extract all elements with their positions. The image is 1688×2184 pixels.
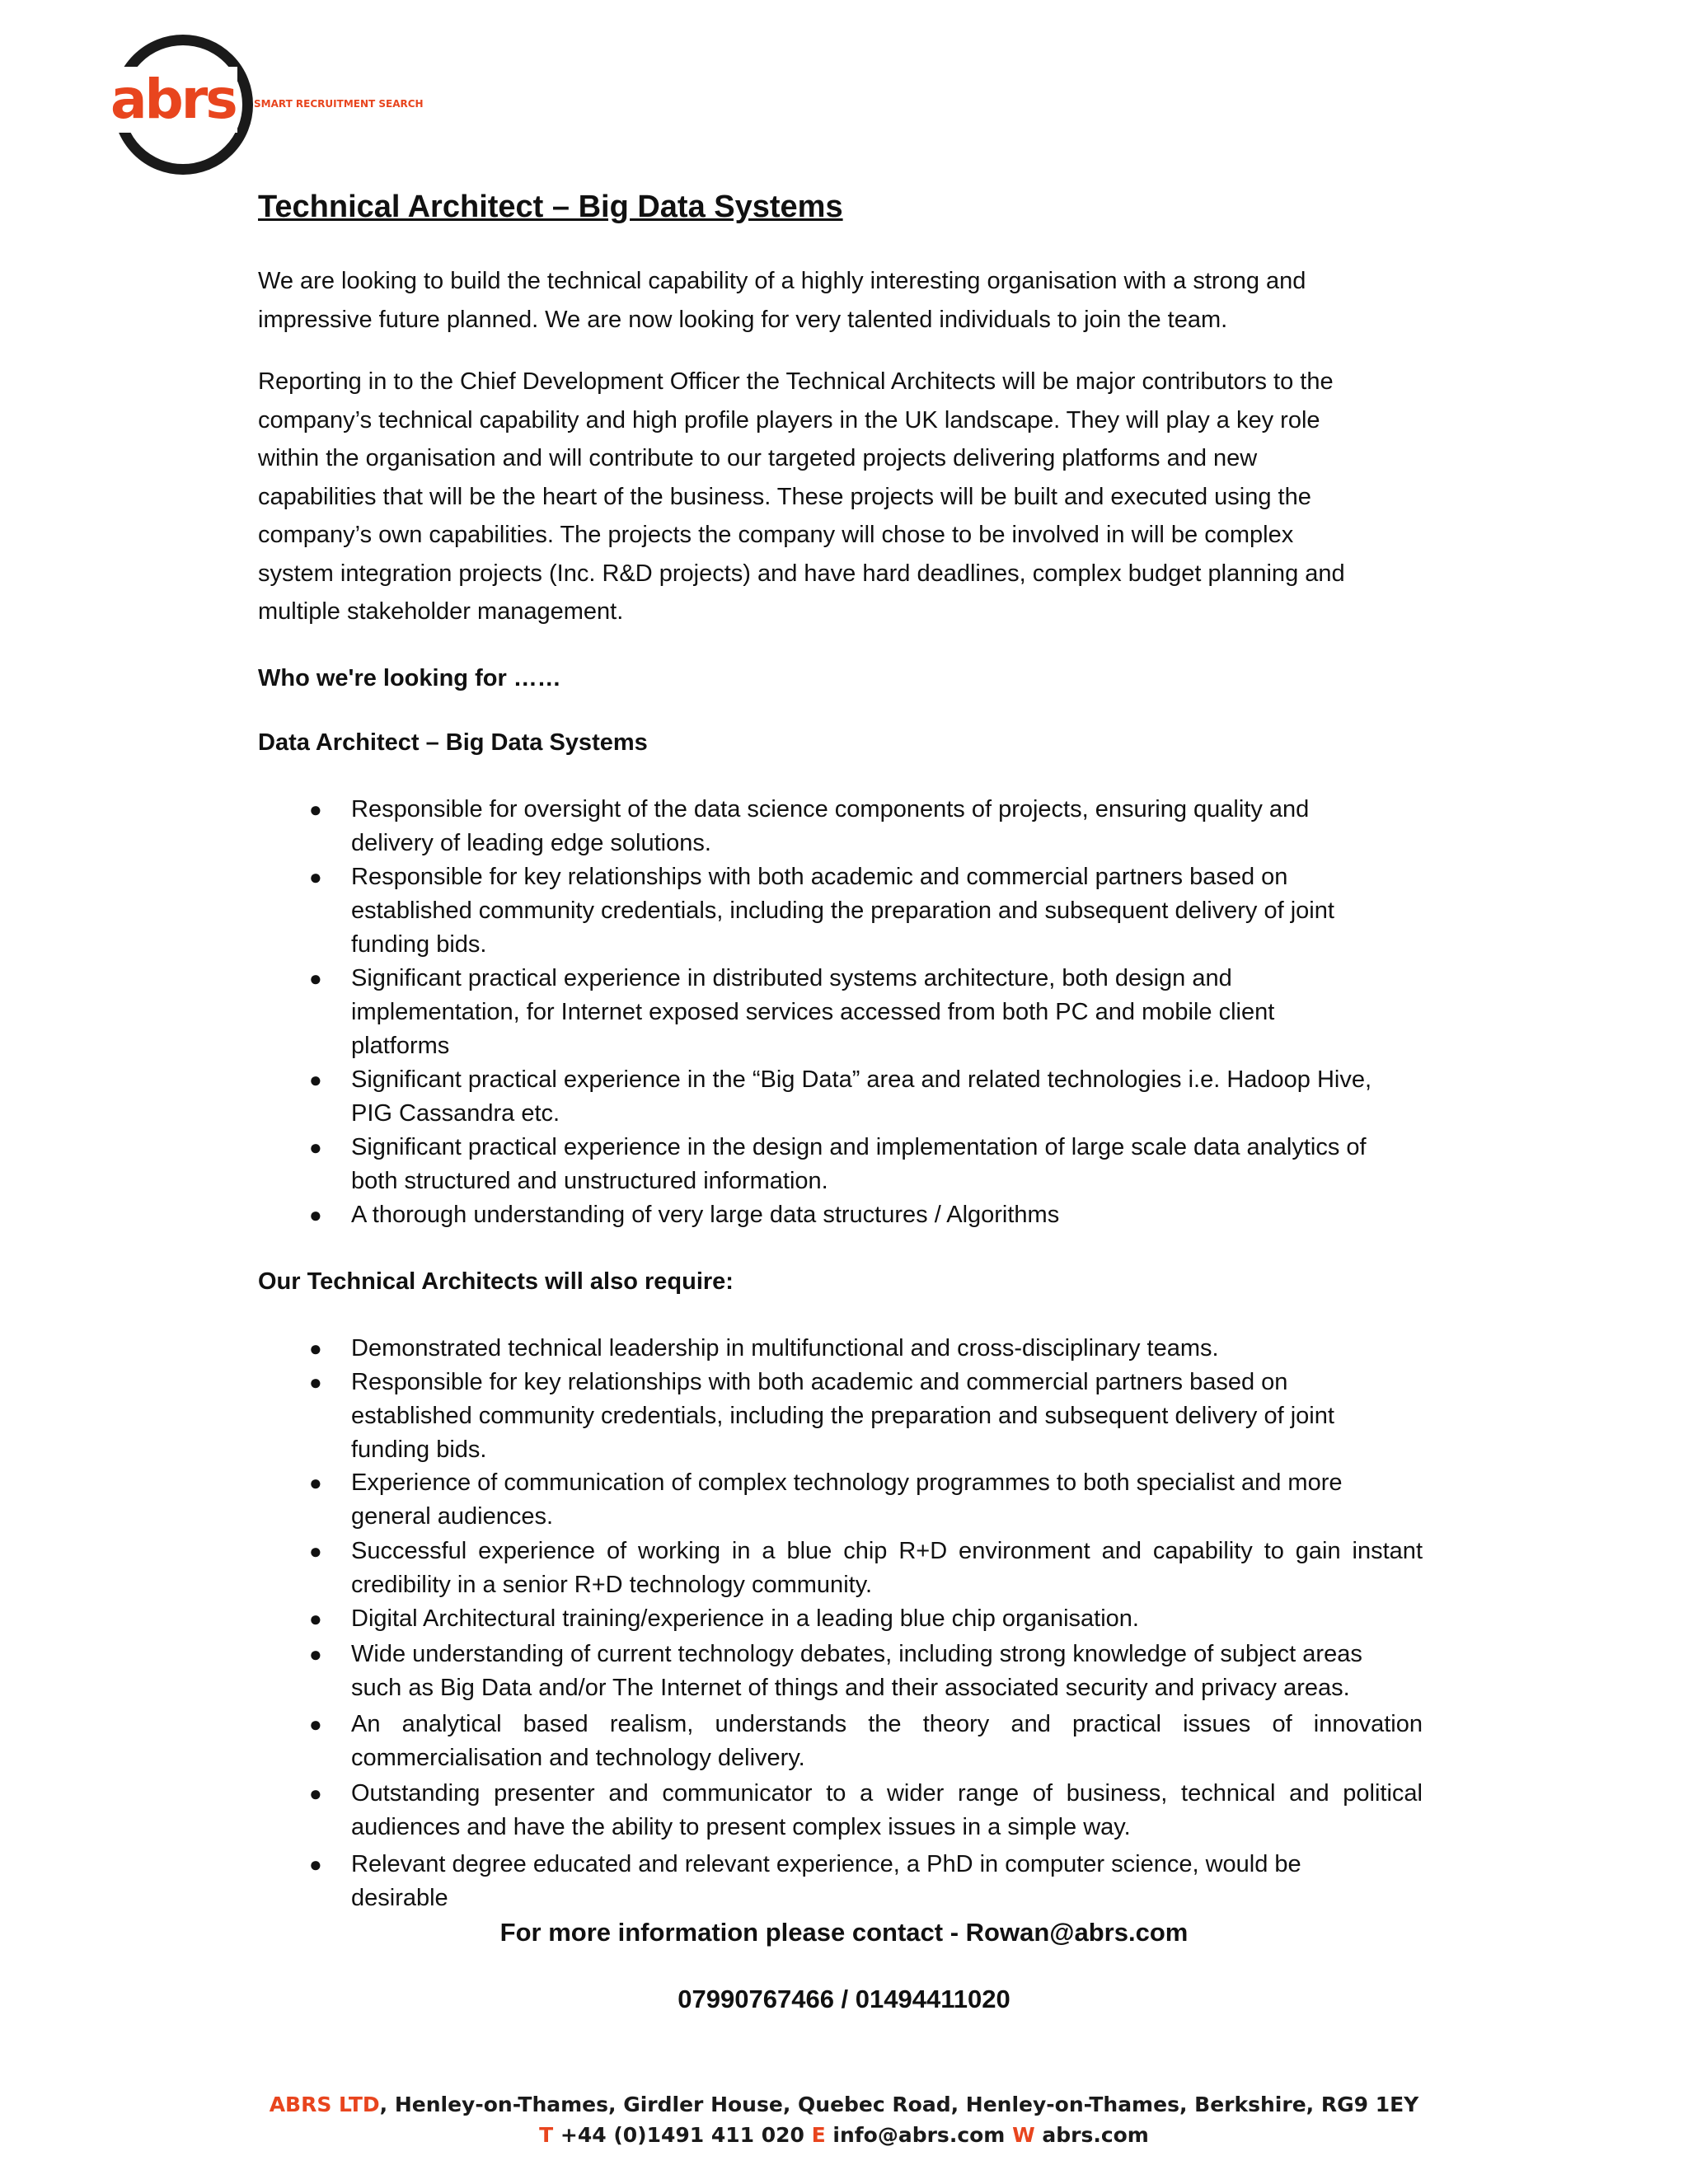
reporting-line: within the organisation and will contribute to our targeted projects delivering platforms and new [258, 445, 1258, 471]
list-item [258, 962, 1428, 1063]
bullet-icon: ● [309, 1539, 322, 1563]
bullet-icon: ● [309, 797, 322, 822]
list-item-line: delivery of leading edge solutions. [351, 830, 711, 856]
list-item [258, 1466, 1428, 1534]
footer-address [0, 2090, 1688, 2120]
logo-wordmark: abrs [110, 68, 236, 131]
reporting-line: Reporting in to the Chief Development Officer the Technical Architects will be major contributors to the [258, 368, 1334, 395]
list-item [258, 1708, 1428, 1775]
bullet-icon: ● [309, 1606, 322, 1631]
contact-line: For more information please contact - Rowan@abrs.com [499, 1918, 1189, 1947]
list-item-line: audiences and have the ability to present complex issues in a simple way. [351, 1814, 1131, 1840]
reporting-line: system integration projects (Inc. R&D projects) and have hard deadlines, complex budget planning and [258, 560, 1345, 587]
list-item-line: commercialisation and technology delivery. [351, 1745, 805, 1771]
list-item [258, 1777, 1428, 1844]
footer-company: ABRS LTD [269, 2093, 380, 2116]
footer-contacts [0, 2121, 1688, 2150]
list-item-line: platforms [351, 1033, 450, 1059]
list-item-line: Responsible for key relationships with both academic and commercial partners based on [351, 864, 1288, 890]
reporting-line: multiple stakeholder management. [258, 598, 624, 625]
list-item-line: PIG Cassandra etc. [351, 1100, 560, 1127]
list-item-line: Experience of communication of complex technology programmes to both specialist and more [351, 1469, 1343, 1496]
list-item [258, 1535, 1428, 1602]
bullet-icon: ● [309, 1067, 322, 1092]
list-item [258, 1366, 1428, 1467]
bullet-icon: ● [309, 1135, 322, 1160]
list-item-line: Significant practical experience in the design and implementation of large scale data analytics of [351, 1134, 1367, 1160]
list-item [258, 1638, 1428, 1705]
bullet-icon: ● [309, 1202, 322, 1227]
list-item-line: implementation, for Internet exposed services accessed from both PC and mobile client [351, 999, 1275, 1025]
list-item [258, 1063, 1428, 1131]
bullet-icon: ● [309, 1852, 322, 1877]
intro-line: We are looking to build the technical capability of a highly interesting organisation with a strong and [258, 268, 1306, 294]
list-item-line: Wide understanding of current technology debates, including strong knowledge of subject areas [351, 1641, 1362, 1667]
footer-web: abrs.com [1034, 2123, 1149, 2147]
list-item [258, 1602, 1428, 1636]
role-heading: Data Architect – Big Data Systems [258, 729, 648, 756]
footer-phone: +44 (0)1491 411 020 [553, 2123, 812, 2147]
intro-paragraph [258, 262, 1428, 339]
list-item-line: funding bids. [351, 931, 487, 958]
page-title: Technical Architect – Big Data Systems [258, 190, 843, 224]
list-item-line: Responsible for key relationships with both academic and commercial partners based on [351, 1369, 1288, 1395]
bullet-icon: ● [309, 1712, 322, 1736]
who-heading: Who we're looking for …… [258, 665, 561, 691]
bullet-icon: ● [309, 1781, 322, 1806]
list-item-line: established community credentials, including the preparation and subsequent delivery of joint [351, 898, 1334, 924]
list-item-line: An analytical based realism, understands the theory and practical issues of innovation [351, 1711, 1423, 1737]
list-item-line: desirable [351, 1885, 448, 1911]
footer-phone-label: T [539, 2123, 554, 2147]
footer-address-text: , Henley-on-Thames, Girdler House, Quebec Road, Henley-on-Thames, Berkshire, RG9 1EY [379, 2093, 1419, 2116]
footer-email-label: E [811, 2123, 826, 2147]
list-item-line: Responsible for oversight of the data science components of projects, ensuring quality and [351, 796, 1310, 823]
bullet-icon: ● [309, 1336, 322, 1361]
list-item [258, 1198, 1428, 1232]
reporting-line: capabilities that will be the heart of the business. These projects will be built and executed using the [258, 483, 1311, 510]
reporting-line: company’s technical capability and high profile players in the UK landscape. They will play a key role [258, 406, 1320, 434]
list-item [258, 1848, 1428, 1915]
list-item [258, 793, 1428, 860]
list-item-line: both structured and unstructured information. [351, 1168, 828, 1194]
list-item-line: Outstanding presenter and communicator to a wider range of business, technical and political [351, 1780, 1423, 1807]
intro-line: impressive future planned. We are now looking for very talented individuals to join the team. [258, 306, 1228, 333]
bullet-icon: ● [309, 1642, 322, 1666]
reporting-paragraph [258, 363, 1428, 631]
footer-web-label: W [1012, 2123, 1035, 2147]
list-item-line: Successful experience of working in a blue chip R+D environment and capability to gain instant [351, 1538, 1423, 1564]
list-item-line: such as Big Data and/or The Internet of things and their associated security and privacy areas. [351, 1675, 1350, 1701]
list-item-line: Relevant degree educated and relevant experience, a PhD in computer science, would be [351, 1851, 1301, 1877]
bullet-icon: ● [309, 1470, 322, 1495]
logo-tagline: SMART RECRUITMENT SEARCH [254, 98, 424, 110]
reporting-line: company’s own capabilities. The projects the company will chose to be involved in will be complex [258, 522, 1294, 548]
bullet-icon: ● [309, 1370, 322, 1394]
list-item-line: credibility in a senior R+D technology community. [351, 1572, 873, 1598]
bullet-icon: ● [309, 966, 322, 991]
list-item-line: Digital Architectural training/experience in a leading blue chip organisation. [351, 1605, 1139, 1632]
phone-line: 07990767466 / 01494411020 [678, 1985, 1010, 2013]
list-item-line: A thorough understanding of very large data structures / Algorithms [351, 1202, 1060, 1228]
bullet-icon: ● [309, 865, 322, 889]
footer-email: info@abrs.com [825, 2123, 1013, 2147]
list-item-line: funding bids. [351, 1436, 487, 1463]
list-item [258, 1131, 1428, 1198]
list-item-line: established community credentials, including the preparation and subsequent delivery of joint [351, 1403, 1334, 1429]
list-item-line: Significant practical experience in the “Big Data” area and related technologies i.e. Hadoop Hive, [351, 1066, 1372, 1093]
list-item-line: general audiences. [351, 1503, 554, 1530]
require-heading: Our Technical Architects will also require: [258, 1268, 734, 1295]
list-item [258, 1332, 1428, 1366]
list-item-line: Significant practical experience in distributed systems architecture, both design and [351, 965, 1232, 991]
list-item-line: Demonstrated technical leadership in multifunctional and cross-disciplinary teams. [351, 1335, 1219, 1361]
list-item [258, 860, 1428, 962]
